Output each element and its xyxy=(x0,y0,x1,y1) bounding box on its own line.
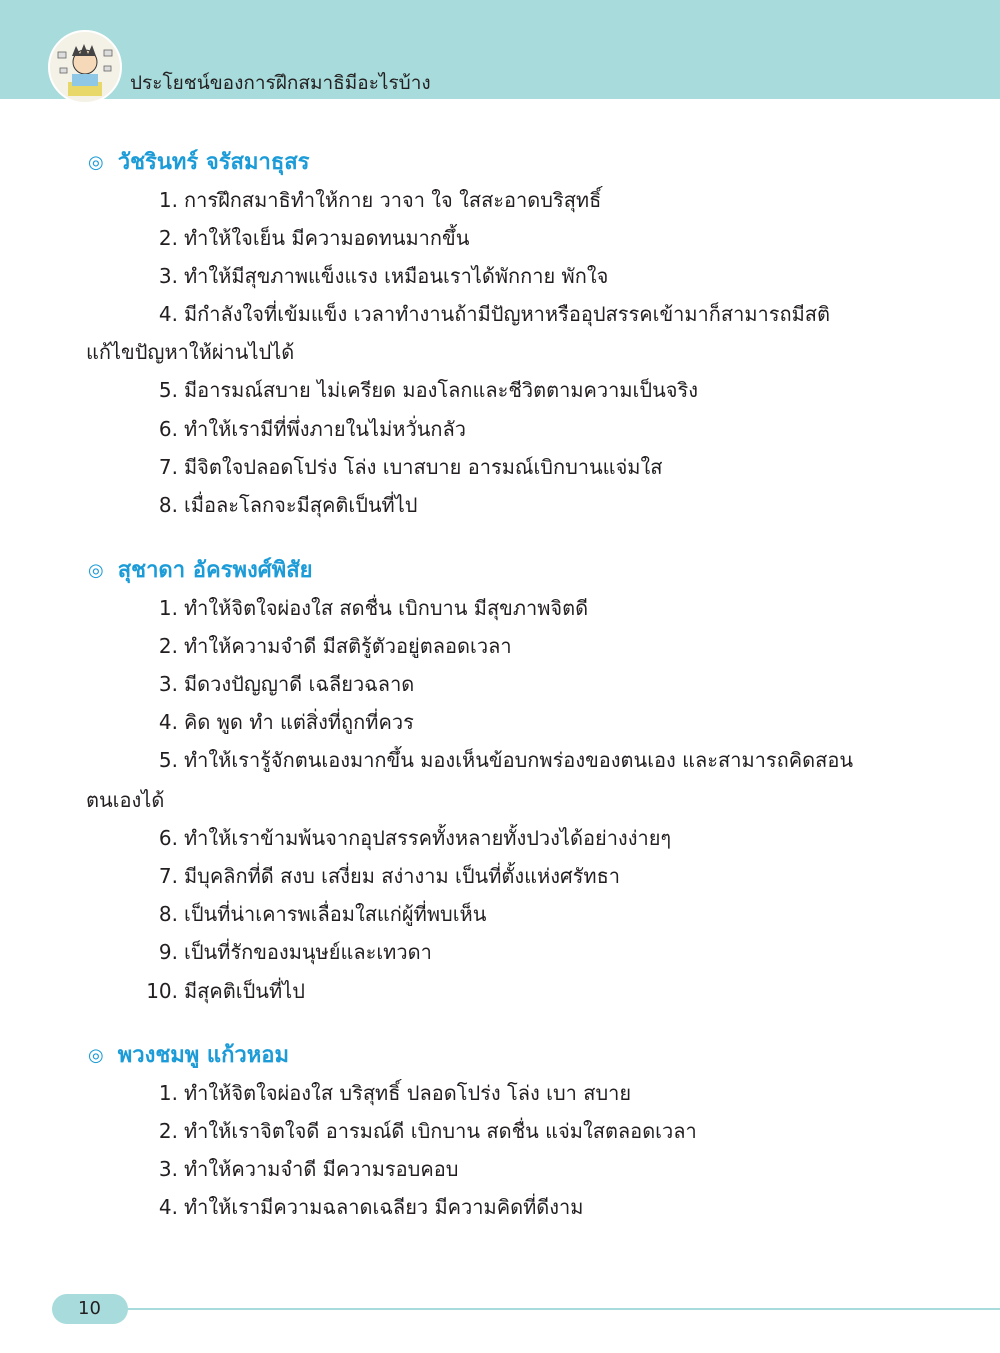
list-item: 3. มีดวงปัญญาดี เฉลียวฉลาด xyxy=(158,672,415,696)
list-item: 2. ทำให้ความจำดี มีสติรู้ตัวอยู่ตลอดเวลา xyxy=(158,634,512,658)
list-item: 4. คิด พูด ทำ แต่สิ่งที่ถูกที่ควร xyxy=(158,710,414,734)
list-item: 1. การฝึกสมาธิทำให้กาย วาจา ใจ ใสสะอาดบริสุทธิ์ xyxy=(158,188,602,212)
list-item: 1. ทำให้จิตใจผ่องใส สดชื่น เบิกบาน มีสุขภาพจิตดี xyxy=(158,596,589,620)
section-heading xyxy=(88,144,310,179)
page-number: 10 xyxy=(78,1298,101,1319)
bullet-icon: ◎ xyxy=(88,1045,104,1066)
list-item: 2. ทำให้เราจิตใจดี อารมณ์ดี เบิกบาน สดชื่น แจ่มใสตลอดเวลา xyxy=(158,1119,697,1143)
list-item: 9. เป็นที่รักของมนุษย์และเทวดา xyxy=(158,940,432,964)
list-item: 8. เมื่อละโลกจะมีสุคติเป็นที่ไป xyxy=(158,493,418,517)
student-illustration-icon xyxy=(48,30,122,104)
list-item: 3. ทำให้มีสุขภาพแข็งแรง เหมือนเราได้พักกาย พักใจ xyxy=(158,264,609,288)
list-item: 2. ทำให้ใจเย็น มีความอดทนมากขึ้น xyxy=(158,226,470,250)
list-item: 6. ทำให้เราข้ามพ้นจากอุปสรรคทั้งหลายทั้งปวงได้อย่างง่ายๆ xyxy=(158,826,672,850)
footer-divider xyxy=(118,1308,1000,1310)
list-item: 6. ทำให้เรามีที่พึ่งภายในไม่หวั่นกลัว xyxy=(158,417,466,441)
list-item: 4. มีกำลังใจที่เข้มแข็ง เวลาทำงานถ้ามีปัญหาหรืออุปสรรคเข้ามาก็สามารถมีสติ xyxy=(158,302,830,326)
section-author: พวงชมพู แก้วหอม xyxy=(117,1043,289,1068)
bullet-icon: ◎ xyxy=(88,560,104,581)
page-title: ประโยชน์ของการฝึกสมาธิมีอะไรบ้าง xyxy=(130,72,431,94)
list-item: 7. มีบุคลิกที่ดี สงบ เสงี่ยม สง่างาม เป็นที่ตั้งแห่งศรัทธา xyxy=(158,864,621,888)
section-heading xyxy=(88,1037,289,1072)
list-item-continuation: แก้ไขปัญหาให้ผ่านไปได้ xyxy=(86,340,295,364)
list-item: 7. มีจิตใจปลอดโปร่ง โล่ง เบาสบาย อารมณ์เบิกบานแจ่มใส xyxy=(158,455,663,479)
list-item: 5. มีอารมณ์สบาย ไม่เครียด มองโลกและชีวิตตามความเป็นจริง xyxy=(158,378,698,402)
list-item: 8. เป็นที่น่าเคารพเลื่อมใสแก่ผู้ที่พบเห็น xyxy=(158,902,487,926)
list-item: 3. ทำให้ความจำดี มีความรอบคอบ xyxy=(158,1157,459,1181)
list-item: 5. ทำให้เรารู้จักตนเองมากขึ้น มองเห็นข้อบกพร่องของตนเอง และสามารถคิดสอน xyxy=(158,748,854,772)
bullet-icon: ◎ xyxy=(88,152,104,173)
list-item-continuation: ตนเองได้ xyxy=(86,788,165,812)
list-item: 4. ทำให้เรามีความฉลาดเฉลียว มีความคิดที่ดีงาม xyxy=(158,1195,584,1219)
section-author: วัชรินทร์ จรัสมาธุสร xyxy=(117,150,310,175)
list-item: 10. มีสุคติเป็นที่ไป xyxy=(146,979,305,1003)
section-author: สุชาดา อัครพงศ์พิสัย xyxy=(117,558,313,583)
list-item: 1. ทำให้จิตใจผ่องใส บริสุทธิ์ ปลอดโปร่ง โล่ง เบา สบาย xyxy=(158,1081,632,1105)
section-heading xyxy=(88,552,313,587)
